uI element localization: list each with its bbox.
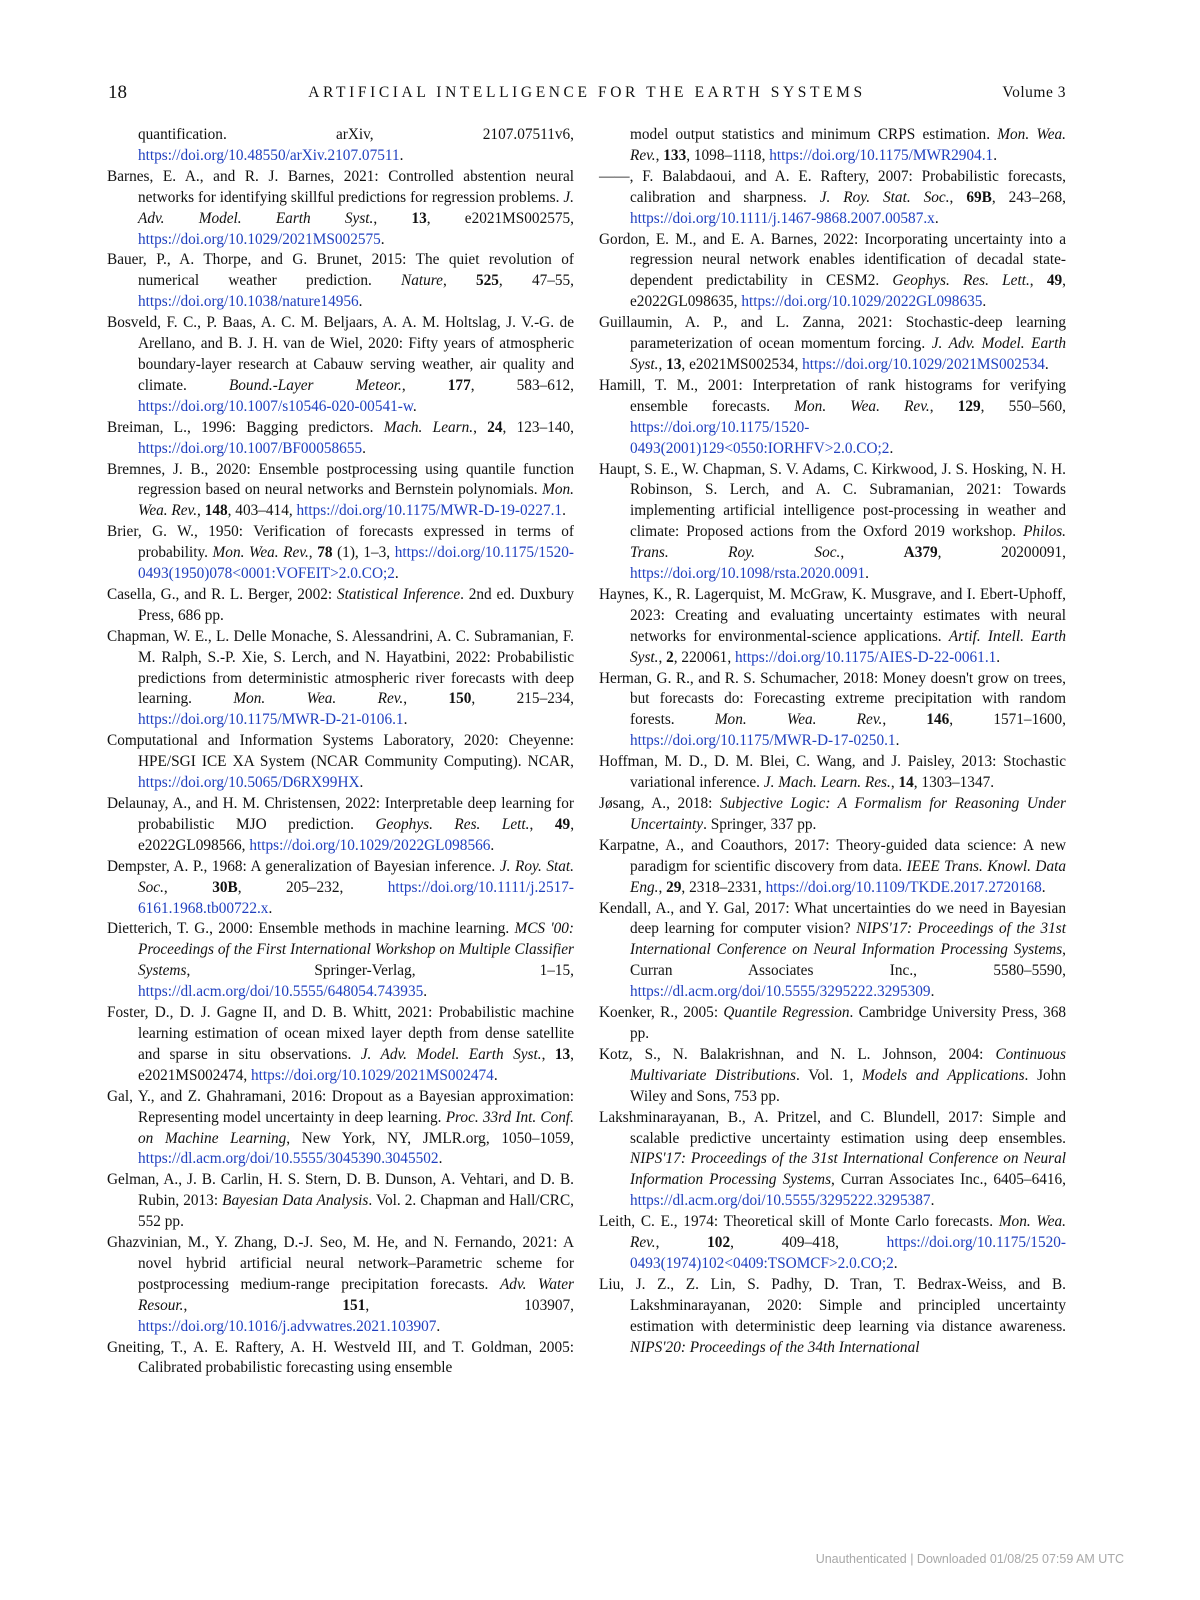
reference-detail: . — [362, 439, 366, 457]
reference-detail: , Curran Associates Inc., 5580–5590, — [630, 941, 1066, 980]
reference-text: Gneiting, T., A. E. Raftery, A. H. Westveld III, and T. Goldman, 2005: Calibrated probabilistic forecasting using ensemble — [107, 1338, 574, 1377]
reference-entry — [599, 1045, 1066, 1108]
reference-text: Gelman, A., J. B. Carlin, H. S. Stern, D. B. Dunson, A. Vehtari, and D. B. Rubin, 2013: — [107, 1171, 574, 1210]
reference-doi-link[interactable]: https://doi.org/10.1016/j.advwatres.2021.103907 — [138, 1317, 437, 1335]
reference-detail: . — [358, 293, 363, 311]
reference-detail: , 205–232, — [237, 878, 388, 896]
reference-doi-link[interactable]: https://dl.acm.org/doi/10.5555/3045390.3045502 — [138, 1150, 439, 1168]
reference-volume: 148 — [204, 502, 228, 520]
reference-doi-link[interactable]: https://doi.org/10.1175/MWR2904.1 — [769, 146, 994, 164]
reference-detail: , 550–560, — [980, 397, 1066, 415]
reference-detail: , 403–414, — [227, 502, 297, 520]
reference-text: Gal, Y., and Z. Ghahramani, 2016: Dropout as a Bayesian approximation: Representing model uncertainty in deep learning. — [107, 1087, 574, 1126]
reference-detail: , 1571–1600, — [949, 711, 1066, 729]
reference-detail: , — [1029, 272, 1047, 290]
reference-source-title: Statistical Inference — [336, 585, 461, 603]
reference-detail: , 123–140, — [502, 418, 574, 436]
reference-detail: , — [308, 544, 318, 562]
reference-volume: 13 — [666, 355, 682, 373]
reference-text: Dietterich, T. G., 2000: Ensemble methods in machine learning. — [107, 920, 515, 938]
reference-detail: , — [655, 146, 664, 164]
reference-entry — [599, 167, 1066, 230]
reference-detail: . — [934, 209, 939, 227]
reference-detail: , — [183, 1296, 343, 1314]
reference-detail: . — [359, 774, 364, 792]
reference-source-title: Bayesian Data Analysis — [222, 1192, 369, 1210]
reference-volume: 2 — [666, 648, 674, 666]
reference-detail: , — [890, 774, 899, 792]
reference-detail: . Vol. 1, — [795, 1066, 863, 1084]
reference-detail: . — [865, 565, 869, 583]
reference-source-title: Mon. Wea. Rev. — [630, 1213, 1067, 1252]
reference-volume: 146 — [926, 711, 950, 729]
reference-detail: , — [373, 209, 412, 227]
reference-entry — [107, 794, 574, 857]
reference-source-title: J. Adv. Model. Earth Syst. — [630, 335, 1066, 373]
reference-source-title: Subjective Logic: A Formalism for Reasoning Under Uncertainty — [630, 795, 1066, 833]
reference-entry — [599, 794, 1066, 836]
reference-text: Ghazvinian, M., Y. Zhang, D.-J. Seo, M. He, and N. Fernando, 2021: A novel hybrid artificial neural network–Parametric scheme for postprocessing medium-range precipitation forecasts. — [107, 1234, 574, 1293]
reference-text: Haupt, S. E., W. Chapman, S. V. Adams, C. Kirkwood, J. S. Hosking, N. H. Robinson, S. Lerch, and A. C. Subramanian, 2021: Towards implementing artificial intelligence post-processing in weather and climate: Proposed actions from the Oxford 2019 workshop. — [599, 460, 1066, 541]
reference-source-title: Mon. Wea. Rev. — [233, 690, 404, 708]
reference-entry — [599, 376, 1066, 460]
reference-text: Computational and Information Systems Laboratory, 2020: Cheyenne: HPE/SGI ICE XA System (NCAR Community Computing). NCAR, — [107, 732, 574, 771]
reference-doi-link[interactable]: https://doi.org/10.1007/BF00058655 — [138, 439, 363, 457]
reference-text: Breiman, L., 1996: Bagging predictors. — [107, 418, 384, 436]
reference-doi-link[interactable]: https://doi.org/10.1175/1520-0493(1974)102<0409:TSOMCF>2.0.CO;2 — [630, 1234, 1066, 1272]
reference-volume: 24 — [487, 418, 503, 436]
reference-volume: 49 — [1046, 272, 1063, 290]
reference-text: Bosveld, F. C., P. Baas, A. C. M. Beljaars, A. A. M. Holtslag, J. V.-G. de Arellano, and B. J. H. van de Wiel, 2020: Fifty years of atmospheric boundary-layer research at Cabauw serving weather, air quality and climate. — [107, 314, 574, 394]
reference-text: Dempster, A. P., 1968: A generalization of Bayesian inference. — [107, 857, 500, 875]
reference-detail: . — [930, 983, 935, 1001]
reference-detail: (1), 1–3, — [332, 544, 395, 562]
reference-doi-link[interactable]: https://doi.org/10.1175/1520-0493(2001)129<0550:IORHFV>2.0.CO;2 — [630, 418, 890, 457]
reference-text: Bremnes, J. B., 2020: Ensemble postprocessing using quantile function regression based on neural networks and Bernstein polynomials. — [107, 460, 574, 499]
reference-detail: , 2318–2331, — [681, 878, 766, 896]
reference-doi-link[interactable]: https://doi.org/10.1111/j.2517-6161.1968.tb00722.x — [138, 878, 574, 917]
reference-source-title: NIPS'17: Proceedings of the 31st International Conference on Neural Information Processing Systems — [630, 1150, 1066, 1189]
reference-detail: . — [1044, 355, 1049, 373]
reference-entry — [599, 1108, 1066, 1213]
reference-text: Chapman, W. E., L. Delle Monache, S. Alessandrini, A. C. Subramanian, F. M. Ralph, S.-P. Xie, S. Lerch, and N. Hayatbini, 2022: Probabilistic predictions from deterministic atmospheric river forecasts with deep learning. — [107, 627, 574, 708]
reference-detail: , 220061, — [673, 648, 735, 666]
reference-detail: . — [394, 565, 399, 583]
reference-source-title: Geophys. Res. Lett. — [375, 815, 530, 833]
reference-detail: , — [658, 648, 667, 666]
reference-source-title: NIPS'20: Proceedings of the 34th International — [630, 1338, 920, 1356]
reference-detail: , Springer-Verlag, 1–15, — [186, 962, 574, 980]
reference-source-title: Mon. Wea. Rev. — [630, 126, 1066, 164]
reference-source-title: Nature — [401, 272, 443, 290]
reference-detail: . — [403, 711, 408, 729]
reference-detail: . — [893, 1254, 898, 1272]
reference-detail: . John Wiley and Sons, 753 pp. — [630, 1066, 1066, 1105]
reference-source-title: Proc. 33rd Int. Conf. on Machine Learning — [138, 1108, 575, 1147]
reference-detail: . 2nd ed. Duxbury Press, 686 pp. — [138, 585, 574, 624]
reference-source-title: J. Roy. Stat. Soc. — [819, 188, 950, 206]
reference-doi-link[interactable]: https://doi.org/10.1007/s10546-020-00541-w — [138, 397, 413, 415]
reference-source-title: Mon. Wea. Rev. — [212, 544, 309, 562]
reference-source-title: J. Adv. Model. Earth Syst. — [138, 188, 574, 227]
reference-volume: 102 — [707, 1234, 731, 1252]
reference-volume: 78 — [317, 544, 333, 562]
reference-detail: , e2022GL098635, — [630, 272, 1066, 311]
references-right-column — [599, 125, 1066, 1358]
reference-detail: , 243–268, — [991, 188, 1066, 206]
reference-source-title: J. Mach. Learn. Res. — [763, 774, 891, 792]
reference-volume: 129 — [957, 397, 981, 415]
reference-volume: 150 — [448, 690, 472, 708]
reference-doi-link[interactable]: https://dl.acm.org/doi/10.5555/648054.743935 — [138, 983, 424, 1001]
reference-source-title: Artif. Intell. Earth Syst. — [630, 627, 1066, 666]
reference-detail: , 215–234, — [471, 690, 574, 708]
reference-entry — [599, 230, 1066, 314]
reference-detail: , — [197, 502, 205, 520]
reference-source-title: Geophys. Res. Lett. — [892, 272, 1030, 290]
reference-detail: . Vol. 2. Chapman and Hall/CRC, 552 pp. — [138, 1192, 575, 1231]
reference-entry — [107, 1170, 574, 1233]
reference-source-title: NIPS'17: Proceedings of the 31st International Conference on Neural Information Processing Systems — [630, 920, 1067, 959]
reference-detail: . — [268, 899, 273, 917]
reference-doi-link[interactable]: https://doi.org/10.1109/TKDE.2017.2720168 — [765, 878, 1042, 896]
reference-text: Brier, G. W., 1950: Verification of forecasts expressed in terms of probability. — [107, 523, 574, 562]
reference-text: Foster, D., D. J. Gagne II, and D. B. Whitt, 2021: Probabilistic machine learning estimation of ocean mixed layer depth from dense satellite and sparse in situ observations. — [107, 1004, 574, 1063]
reference-detail: . — [423, 983, 428, 1001]
page-number: 18 — [108, 82, 127, 103]
reference-entry — [599, 1003, 1066, 1045]
reference-detail: . — [438, 1150, 443, 1168]
reference-entry — [599, 752, 1066, 794]
reference-doi-link[interactable]: https://doi.org/10.1111/j.1467-9868.2007.00587.x — [630, 209, 935, 227]
reference-detail: , 47–55, — [498, 272, 575, 290]
reference-doi-link[interactable]: https://doi.org/10.1038/nature14956 — [138, 293, 359, 311]
reference-volume: 29 — [666, 878, 682, 896]
reference-entry — [599, 836, 1066, 899]
reference-volume: 30B — [212, 878, 238, 896]
reference-detail: , 1098–1118, — [686, 146, 770, 164]
reference-detail: . — [993, 146, 998, 164]
reference-detail: , — [163, 878, 213, 896]
reference-detail: . — [889, 439, 894, 457]
reference-source-title: Mon. Wea. Rev. — [794, 397, 930, 415]
reference-entry — [107, 627, 574, 732]
reference-detail: . — [436, 1317, 441, 1335]
reference-detail: , e2022GL098566, — [138, 815, 575, 854]
reference-entry — [599, 313, 1066, 376]
reference-detail: , 583–612, — [470, 376, 575, 394]
reference-detail: . — [562, 502, 566, 520]
reference-volume: 14 — [898, 774, 914, 792]
reference-text: Jøsang, A., 2018: — [599, 795, 721, 812]
reference-continuation — [599, 125, 1066, 167]
reference-source-title: Bound.-Layer Meteor. — [228, 376, 402, 394]
reference-text: Liu, J. Z., Z. Lin, S. Padhy, D. Tran, T. Bedrax-Weiss, and B. Lakshminarayanan, 2020: Simple and principled uncertainty estimation with deterministic deep learning via distance awareness. — [599, 1275, 1066, 1335]
reference-doi-link[interactable]: https://doi.org/10.1175/AIES-D-22-0061.1 — [734, 648, 997, 666]
reference-doi-link[interactable]: https://doi.org/10.1175/1520-0493(1950)078<0001:VOFEIT>2.0.CO;2 — [138, 544, 575, 583]
reference-source-title: MCS '00: Proceedings of the First International Workshop on Multiple Classifier Systems — [138, 920, 574, 980]
reference-volume: 49 — [554, 815, 571, 833]
reference-detail: , — [658, 355, 667, 373]
reference-volume: 69B — [966, 188, 992, 206]
reference-text: Delaunay, A., and H. M. Christensen, 2022: Interpretable deep learning for probabilistic MJO prediction. — [107, 795, 574, 833]
reference-doi-link[interactable]: https://doi.org/10.1175/MWR-D-19-0227.1 — [296, 502, 563, 520]
reference-detail: , — [882, 711, 927, 729]
reference-text: Gordon, E. M., and E. A. Barnes, 2022: Incorporating uncertainty into a regression neural network enables identification of decadal state-dependent predictability in CESM2. — [599, 230, 1066, 290]
reference-detail: , e2021MS002534, — [681, 355, 803, 373]
reference-doi-link[interactable]: https://doi.org/10.1029/2022GL098566 — [249, 836, 491, 854]
reference-text: Haynes, K., R. Lagerquist, M. McGraw, K. Musgrave, and I. Ebert-Uphoff, 2023: Creating and evaluating uncertainty estimates with neural networks for environmental-science applications. — [599, 585, 1066, 645]
reference-detail: , — [442, 272, 476, 290]
page-header — [108, 82, 1066, 108]
reference-entry — [599, 1212, 1066, 1275]
reference-text: Kendall, A., and Y. Gal, 2017: What uncertainties do we need in Bayesian deep learning for computer vision? — [599, 899, 1066, 938]
download-note: Unauthenticated | Downloaded 01/08/25 07:59 AM UTC — [815, 1552, 1124, 1566]
reference-text: Guillaumin, A. P., and L. Zanna, 2021: Stochastic-deep learning parameterization of ocean momentum forcing. — [599, 314, 1066, 353]
reference-detail: , 103907, — [365, 1296, 574, 1314]
reference-detail: , — [529, 815, 555, 833]
reference-entry — [107, 250, 574, 313]
reference-source-title: Mon. Wea. Rev. — [138, 481, 574, 520]
reference-entry — [107, 857, 574, 920]
reference-text: Leith, C. E., 1974: Theoretical skill of Monte Carlo forecasts. — [599, 1213, 999, 1231]
reference-detail: , — [403, 690, 449, 708]
reference-detail: . — [930, 1192, 935, 1210]
reference-source-title: Adv. Water Resour. — [138, 1275, 574, 1314]
reference-entry — [107, 460, 574, 523]
reference-volume: A379 — [903, 544, 938, 562]
reference-detail: , — [658, 878, 667, 896]
reference-detail: , 409–418, — [730, 1234, 887, 1252]
reference-detail: , — [949, 188, 967, 206]
reference-entry — [107, 585, 574, 627]
reference-detail: . — [1041, 878, 1046, 896]
reference-detail: , New York, NY, JMLR.org, 1050–1059, — [286, 1129, 574, 1147]
reference-entry — [599, 669, 1066, 753]
reference-volume: 133 — [663, 146, 687, 164]
reference-detail: . — [982, 293, 987, 311]
reference-detail: . — [399, 146, 404, 164]
reference-entry — [599, 585, 1066, 669]
reference-volume: 177 — [447, 376, 471, 394]
reference-entry — [107, 313, 574, 418]
reference-text: Hamill, T. M., 2001: Interpretation of rank histograms for verifying ensemble forecasts. — [599, 376, 1066, 415]
reference-entry — [107, 919, 574, 1003]
reference-source-title: Continuous Multivariate Distributions — [630, 1045, 1066, 1084]
reference-text: Hoffman, M. D., D. M. Blei, C. Wang, and J. Paisley, 2013: Stochastic variational inference. — [599, 753, 1066, 792]
reference-doi-link[interactable]: https://doi.org/10.1029/2022GL098635 — [741, 293, 983, 311]
reference-entry — [107, 167, 574, 251]
reference-source-title: Mon. Wea. Rev. — [714, 711, 883, 729]
reference-doi-link[interactable]: https://doi.org/10.1029/2021MS002534 — [802, 355, 1045, 373]
reference-doi-link[interactable]: https://dl.acm.org/doi/10.5555/3295222.3295309 — [630, 983, 931, 1001]
reference-detail: , — [401, 376, 448, 394]
reference-detail: , — [541, 1045, 555, 1063]
reference-source-title: IEEE Trans. Knowl. Data Eng. — [630, 857, 1066, 896]
reference-entry — [599, 460, 1066, 585]
volume-label: Volume 3 — [1002, 84, 1066, 101]
reference-doi-link[interactable]: https://doi.org/10.1175/MWR-D-21-0106.1 — [138, 711, 404, 729]
reference-source-title: J. Roy. Stat. Soc. — [138, 857, 574, 896]
reference-detail: , — [473, 418, 488, 436]
reference-text: Lakshminarayanan, B., A. Pritzel, and C. Blundell, 2017: Simple and scalable predictive uncertainty estimation using deep ensembles. — [599, 1108, 1066, 1147]
reference-doi-link[interactable]: https://doi.org/10.48550/arXiv.2107.07511 — [138, 146, 400, 164]
reference-detail: . — [380, 230, 385, 248]
journal-title: ARTIFICIAL INTELLIGENCE FOR THE EARTH SYSTEMS — [308, 84, 866, 101]
reference-detail: , e2021MS002474, — [138, 1045, 574, 1084]
reference-text: Bauer, P., A. Thorpe, and G. Brunet, 2015: The quiet revolution of numerical weather prediction. — [107, 251, 574, 290]
reference-detail: . — [996, 648, 1001, 666]
reference-detail: , e2021MS002575, — [426, 209, 574, 227]
reference-detail: , — [929, 397, 958, 415]
reference-detail: , — [655, 1234, 708, 1252]
references-left-column — [107, 125, 574, 1379]
reference-source-title: Mach. Learn. — [383, 418, 474, 436]
reference-entry — [107, 731, 574, 794]
reference-doi-link[interactable]: https://doi.org/10.1098/rsta.2020.0091 — [630, 565, 866, 583]
reference-detail: , 20200091, — [937, 544, 1066, 562]
reference-doi-link[interactable]: https://doi.org/10.1029/2021MS002575 — [138, 230, 381, 248]
reference-text: Casella, G., and R. L. Berger, 2002: — [107, 585, 337, 603]
reference-source-title: Models and Applications — [862, 1066, 1025, 1084]
reference-volume: 151 — [342, 1296, 366, 1314]
reference-detail: , 1303–1347. — [913, 774, 995, 792]
reference-entry — [599, 1275, 1066, 1359]
reference-text: model output statistics and minimum CRPS estimation. — [630, 126, 998, 143]
reference-volume: 13 — [411, 209, 427, 227]
reference-detail: , — [840, 544, 904, 562]
reference-entry — [107, 1233, 574, 1338]
reference-text: Herman, G. R., and R. S. Schumacher, 2018: Money doesn't grow on trees, but forecasts do: Forecasting extreme precipitation with random forests. — [599, 669, 1066, 729]
reference-detail: . — [490, 836, 495, 854]
reference-entry — [599, 899, 1066, 1004]
reference-volume: 525 — [475, 272, 499, 290]
reference-source-title: J. Adv. Model. Earth Syst. — [360, 1045, 542, 1063]
reference-detail: . — [493, 1066, 498, 1084]
reference-doi-link[interactable]: https://doi.org/10.5065/D6RX99HX — [138, 774, 360, 792]
reference-text: Barnes, E. A., and R. J. Barnes, 2021: Controlled abstention neural networks for identifying skillful predictions for regression problems. — [107, 167, 574, 206]
reference-text: ——, F. Balabdaoui, and A. E. Raftery, 2007: Probabilistic forecasts, calibration and sharpness. — [599, 167, 1066, 206]
reference-source-title: Quantile Regression — [723, 1004, 850, 1022]
reference-detail: . Springer, 337 pp. — [703, 815, 817, 833]
reference-text: quantification. arXiv, 2107.07511v6, — [138, 126, 574, 143]
reference-text: Karpatne, A., and Coauthors, 2017: Theory-guided data science: A new paradigm for scientific discovery from data. — [599, 836, 1066, 875]
reference-entry — [107, 1087, 574, 1171]
reference-continuation — [107, 125, 574, 167]
reference-volume: 13 — [554, 1045, 571, 1063]
reference-entry — [107, 418, 574, 460]
reference-detail: . — [895, 732, 900, 750]
reference-text: Kotz, S., N. Balakrishnan, and N. L. Johnson, 2004: — [599, 1045, 996, 1063]
reference-entry — [107, 1003, 574, 1087]
reference-doi-link[interactable]: https://doi.org/10.1029/2021MS002474 — [251, 1066, 494, 1084]
reference-detail: , Curran Associates Inc., 6405–6416, — [831, 1171, 1066, 1189]
reference-detail: . — [412, 397, 417, 415]
reference-source-title: Philos. Trans. Roy. Soc. — [630, 523, 1066, 562]
reference-doi-link[interactable]: https://dl.acm.org/doi/10.5555/3295222.3295387 — [630, 1192, 931, 1210]
reference-doi-link[interactable]: https://doi.org/10.1175/MWR-D-17-0250.1 — [630, 732, 896, 750]
reference-entry — [107, 1338, 574, 1380]
reference-detail: . Cambridge University Press, 368 pp. — [630, 1004, 1067, 1042]
reference-text: Koenker, R., 2005: — [599, 1004, 724, 1022]
reference-entry — [107, 522, 574, 585]
